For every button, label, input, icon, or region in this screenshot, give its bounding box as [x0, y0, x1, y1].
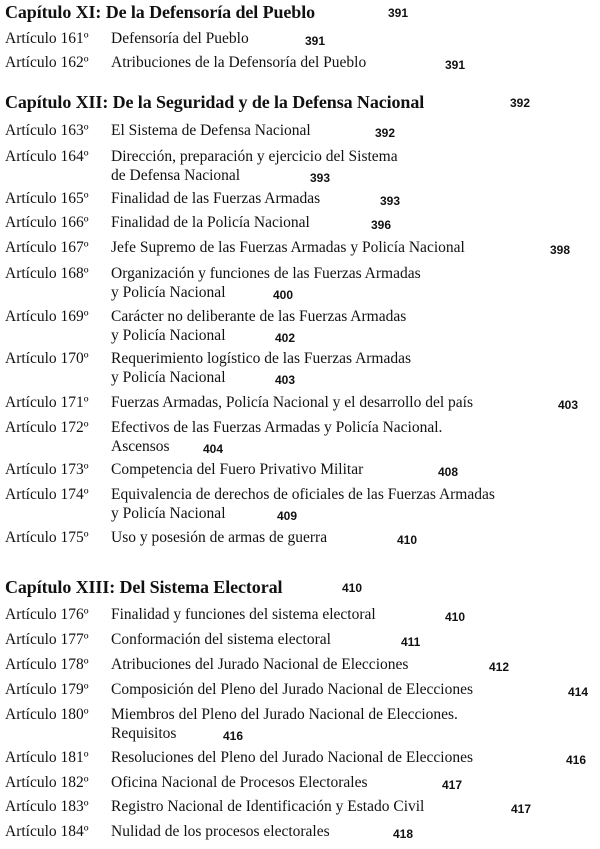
article-number: Artículo 173º — [5, 461, 89, 478]
chapter-page-number: 392 — [510, 96, 531, 110]
article-title-line: Miembros del Pleno del Jurado Nacional de Elecciones. — [111, 706, 458, 723]
article-number: Artículo 172º — [5, 419, 89, 436]
article-title-line: Carácter no deliberante de las Fuerzas Armadas — [111, 308, 407, 325]
article-number: Artículo 169º — [5, 308, 89, 325]
article-number: Artículo 176º — [5, 606, 89, 623]
article-title — [111, 418, 442, 456]
chapter-heading — [5, 2, 409, 23]
page-number: 416 — [223, 729, 244, 743]
chapter-title: Capítulo XII: De la Seguridad y de la Defensa Nacional — [5, 92, 425, 112]
page-number: 403 — [275, 373, 296, 387]
page-number: 398 — [550, 243, 571, 257]
article-title: Registro Nacional de Identificación y Estado Civil — [111, 798, 425, 815]
article-title-line: y Policía Nacional — [111, 505, 226, 522]
page-number: 410 — [445, 610, 466, 624]
article-title: Finalidad de la Policía Nacional — [111, 214, 310, 231]
article-number: Artículo 171º — [5, 394, 89, 411]
article-title: Jefe Supremo de las Fuerzas Armadas y Policía Nacional — [111, 239, 465, 256]
article-number: Artículo 177º — [5, 631, 89, 648]
article-number: Artículo 170º — [5, 350, 89, 367]
page-number: 416 — [566, 753, 587, 767]
chapter-page-number: 410 — [342, 581, 363, 595]
article-title — [111, 147, 398, 185]
article-number: Artículo 167º — [5, 239, 89, 256]
article-title — [111, 349, 411, 387]
article-title-line: de Defensa Nacional — [111, 167, 241, 184]
article-title-line: Equivalencia de derechos de oficiales de las Fuerzas Armadas — [111, 486, 495, 503]
article-title-line: Dirección, preparación y ejercicio del Sistema — [111, 148, 398, 165]
article-number: Artículo 161º — [5, 30, 89, 47]
page-number: 404 — [203, 442, 224, 456]
page-number: 409 — [277, 509, 298, 523]
page-number: 393 — [380, 194, 401, 208]
article-title: Atribuciones de la Defensoría del Pueblo — [111, 54, 367, 71]
page-number: 402 — [275, 331, 296, 345]
article-title: Finalidad y funciones del sistema electoral — [111, 606, 376, 623]
article-title: Finalidad de las Fuerzas Armadas — [111, 190, 321, 207]
article-title: Composición del Pleno del Jurado Nacional de Elecciones — [111, 681, 474, 698]
article-title — [111, 307, 406, 345]
article-title: Atribuciones del Jurado Nacional de Elecciones — [111, 656, 409, 673]
article-title: Conformación del sistema electoral — [111, 631, 331, 648]
article-title-line: Efectivos de las Fuerzas Armadas y Policía Nacional. — [111, 419, 443, 436]
article-title: El Sistema de Defensa Nacional — [111, 122, 311, 139]
page-number: 403 — [558, 398, 579, 412]
page-number: 391 — [445, 58, 466, 72]
chapter-heading — [5, 577, 363, 598]
page-number: 412 — [489, 660, 510, 674]
article-number: Artículo 182º — [5, 774, 89, 791]
page-number: 392 — [375, 126, 396, 140]
article-title-line: y Policía Nacional — [111, 369, 226, 386]
article-title-line: Requisitos — [111, 725, 177, 742]
article-number: Artículo 184º — [5, 823, 89, 840]
page-number: 396 — [371, 218, 392, 232]
page-number: 400 — [273, 288, 294, 302]
chapter-title: Capítulo XIII: Del Sistema Electoral — [5, 577, 283, 597]
article-title-line: Ascensos — [111, 438, 170, 455]
article-title: Oficina Nacional de Procesos Electorales — [111, 774, 368, 791]
article-title-line: y Policía Nacional — [111, 284, 226, 301]
page-number: 414 — [568, 685, 589, 699]
article-title: Defensoría del Pueblo — [111, 30, 249, 47]
page-number: 418 — [393, 827, 414, 841]
page-number: 393 — [310, 171, 331, 185]
article-number: Artículo 164º — [5, 148, 89, 165]
page-number: 417 — [442, 778, 463, 792]
article-title: Uso y posesión de armas de guerra — [111, 529, 328, 546]
page-number: 417 — [511, 802, 532, 816]
article-number: Artículo 183º — [5, 798, 89, 815]
article-number: Artículo 181º — [5, 749, 89, 766]
article-title: Nulidad de los procesos electorales — [111, 823, 330, 840]
article-title — [111, 705, 458, 743]
article-title — [111, 264, 421, 302]
page-number: 410 — [397, 533, 418, 547]
article-number: Artículo 168º — [5, 265, 89, 282]
article-title: Competencia del Fuero Privativo Militar — [111, 461, 364, 478]
article-title: Fuerzas Armadas, Policía Nacional y el desarrollo del país — [111, 394, 473, 411]
article-title-line: y Policía Nacional — [111, 327, 226, 344]
article-number: Artículo 166º — [5, 214, 89, 231]
article-number: Artículo 180º — [5, 706, 89, 723]
chapter-page-number: 391 — [388, 6, 409, 20]
chapter-heading — [5, 92, 531, 113]
page-number: 408 — [438, 465, 459, 479]
article-number: Artículo 165º — [5, 190, 89, 207]
chapter-title: Capítulo XI: De la Defensoría del Pueblo — [5, 2, 315, 22]
article-title-line: Requerimiento logístico de las Fuerzas Armadas — [111, 350, 412, 367]
article-title: Resoluciones del Pleno del Jurado Nacional de Elecciones — [111, 749, 473, 766]
article-number: Artículo 179º — [5, 681, 89, 698]
article-number: Artículo 162º — [5, 54, 89, 71]
article-number: Artículo 163º — [5, 122, 89, 139]
article-number: Artículo 174º — [5, 486, 89, 503]
article-number: Artículo 175º — [5, 529, 89, 546]
article-title — [111, 485, 495, 523]
article-title-line: Organización y funciones de las Fuerzas Armadas — [111, 265, 421, 282]
page-number: 411 — [401, 635, 421, 649]
page-number: 391 — [305, 34, 326, 48]
article-number: Artículo 178º — [5, 656, 89, 673]
